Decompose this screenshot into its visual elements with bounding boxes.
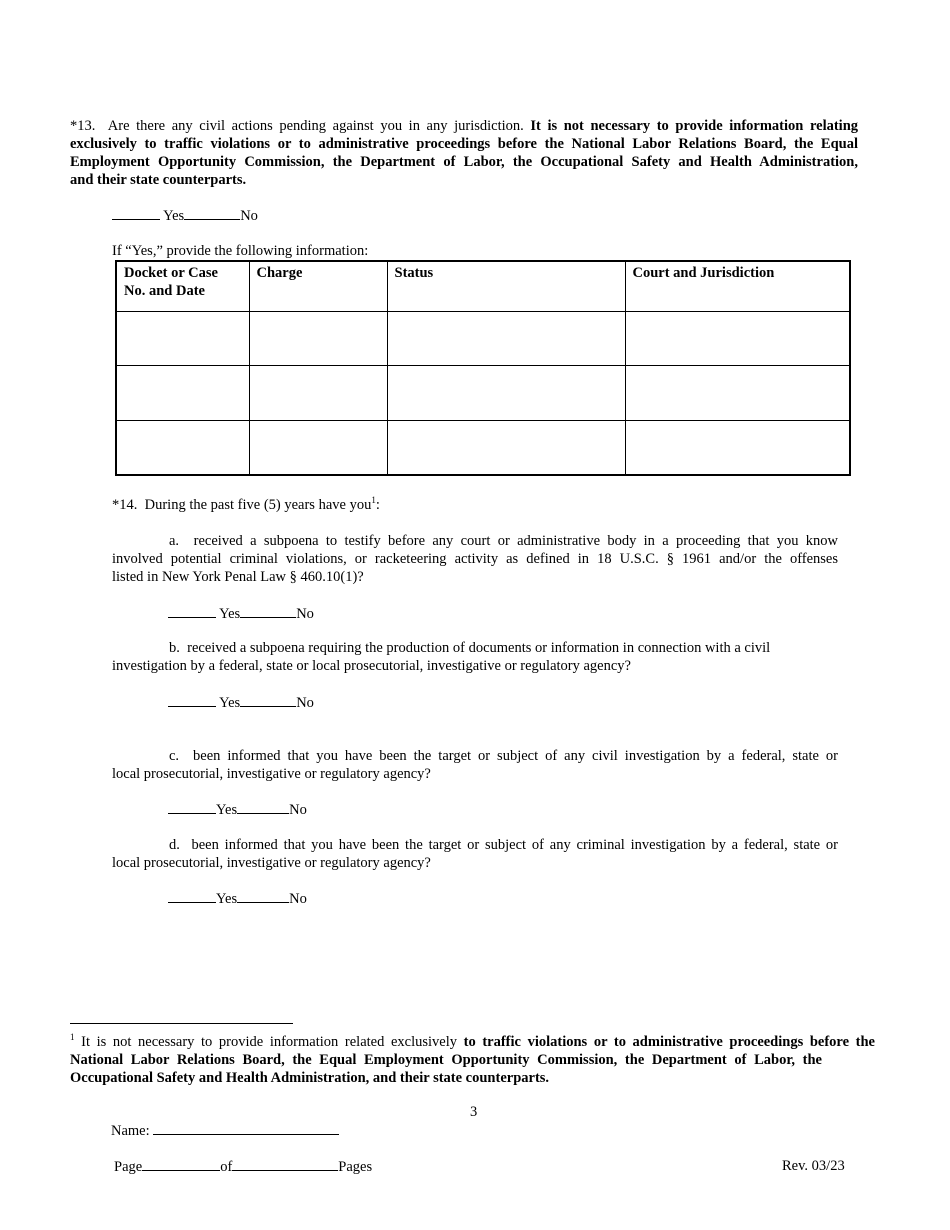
footnote-separator [70, 1023, 293, 1024]
header-charge: Charge [249, 261, 387, 311]
q14d-yes-blank[interactable] [168, 889, 216, 903]
q14c-letter: c. [169, 748, 180, 764]
table-row [116, 420, 850, 475]
name-label: Name: [111, 1123, 150, 1139]
table-cell[interactable] [116, 420, 249, 475]
table-cell[interactable] [387, 420, 625, 475]
table-row [116, 311, 850, 365]
header-court: Court and Jurisdiction [625, 261, 850, 311]
table-header-row [116, 261, 850, 311]
q13-yes-blank[interactable] [112, 206, 160, 220]
q14d-letter: d. [169, 837, 180, 853]
q14d-yes-no: Yes No [168, 889, 307, 908]
q14c-line1: c. been informed that you have been the target or subject of any civil investigation by a federal, state or [169, 748, 839, 764]
q14b-line1: b. received a subpoena requiring the production of documents or information in connection with a civil [169, 640, 771, 656]
q14b-letter: b. [169, 640, 180, 656]
page-of-pages: Page of Pages [114, 1159, 373, 1175]
page-number: 3 [470, 1104, 478, 1120]
q13-yes-no [112, 206, 258, 225]
table-cell[interactable] [249, 365, 387, 420]
q14c-yes-blank[interactable] [168, 800, 216, 814]
q14b-no-blank[interactable] [240, 693, 296, 707]
q13-yes-label: Yes [163, 208, 185, 224]
footnote-line1: $^1$ It is not necessary to provide information related exclusively to traffic violations or to administrative proceedings before the [70, 1032, 875, 1050]
footnote-line2: National Labor Relations Board, the Equal Employment Opportunity Commission, the Department of Labor, the [70, 1052, 822, 1068]
q13-no-blank[interactable] [184, 206, 240, 220]
q13-line2: exclusively to traffic violations or to administrative proceedings before the National Labor Relations Board, the Equal [70, 136, 858, 152]
page-field[interactable] [142, 1157, 220, 1171]
q14a-line1: a. received a subpoena to testify before any court or administrative body in a proceeding that you know [169, 533, 838, 549]
footnote-marker: 1 [70, 1032, 75, 1043]
q14-intro: *14. During the past five (5) years have you$^1$: [112, 495, 380, 513]
q13-question: Are there any civil actions pending against you in any jurisdiction. [107, 118, 524, 134]
q14d-line1: d. been informed that you have been the target or subject of any criminal investigation by a federal, state or [169, 837, 838, 853]
q14b-line2: investigation by a federal, state or local prosecutorial, investigative or regulatory agency? [112, 658, 631, 674]
q13-line3: Employment Opportunity Commission, the Department of Labor, the Occupational Safety and Health Administration, [70, 154, 858, 170]
q14a-letter: a. [169, 533, 180, 549]
q13-line4: and their state counterparts. [70, 172, 247, 188]
name-row [111, 1121, 339, 1140]
header-status: Status [387, 261, 625, 311]
q14c-no-blank[interactable] [237, 800, 289, 814]
q13-no-label: No [240, 208, 258, 224]
q14a-yes-blank[interactable] [168, 604, 216, 618]
header-docket: Docket or Case No. and Date [116, 261, 249, 311]
pages-field[interactable] [232, 1157, 338, 1171]
q13-bold-1: It is not necessary to provide information relating [530, 118, 859, 134]
table-cell[interactable] [387, 365, 625, 420]
footnote-line3: Occupational Safety and Health Administration, and their state counterparts. [70, 1070, 550, 1086]
q13-if-yes: If “Yes,” provide the following information: [112, 243, 369, 259]
table-row [116, 365, 850, 420]
table-cell[interactable] [116, 311, 249, 365]
revision-label: Rev. 03/23 [782, 1158, 845, 1174]
name-field[interactable] [153, 1121, 339, 1135]
table-cell[interactable] [625, 311, 850, 365]
q14c-yes-no: Yes No [168, 800, 307, 819]
q13-number: *13. [70, 118, 96, 134]
table-cell[interactable] [249, 311, 387, 365]
table-cell[interactable] [625, 420, 850, 475]
q14a-yes-no: Yes No [168, 604, 314, 623]
q14a-line3: listed in New York Penal Law § 460.10(1)? [112, 569, 364, 585]
table-cell[interactable] [249, 420, 387, 475]
q14-number: *14. [112, 497, 138, 513]
q14c-line2: local prosecutorial, investigative or regulatory agency? [112, 766, 431, 782]
q14-footnote-ref[interactable]: 1 [371, 495, 376, 506]
table-cell[interactable] [387, 311, 625, 365]
q14d-line2: local prosecutorial, investigative or regulatory agency? [112, 855, 431, 871]
q14-intro-text: During the past five (5) years have you [144, 497, 372, 513]
q14d-no-blank[interactable] [237, 889, 289, 903]
q13-table [115, 260, 851, 476]
table-cell[interactable] [625, 365, 850, 420]
table-cell[interactable] [116, 365, 249, 420]
q14a-line2: involved potential criminal violations, or racketeering activity as defined in 18 U.S.C. § 1961 and/or the offenses [112, 551, 838, 567]
q14b-yes-no: Yes No [168, 693, 314, 712]
q13-line1 [70, 117, 858, 135]
q14b-yes-blank[interactable] [168, 693, 216, 707]
q14a-no-blank[interactable] [240, 604, 296, 618]
